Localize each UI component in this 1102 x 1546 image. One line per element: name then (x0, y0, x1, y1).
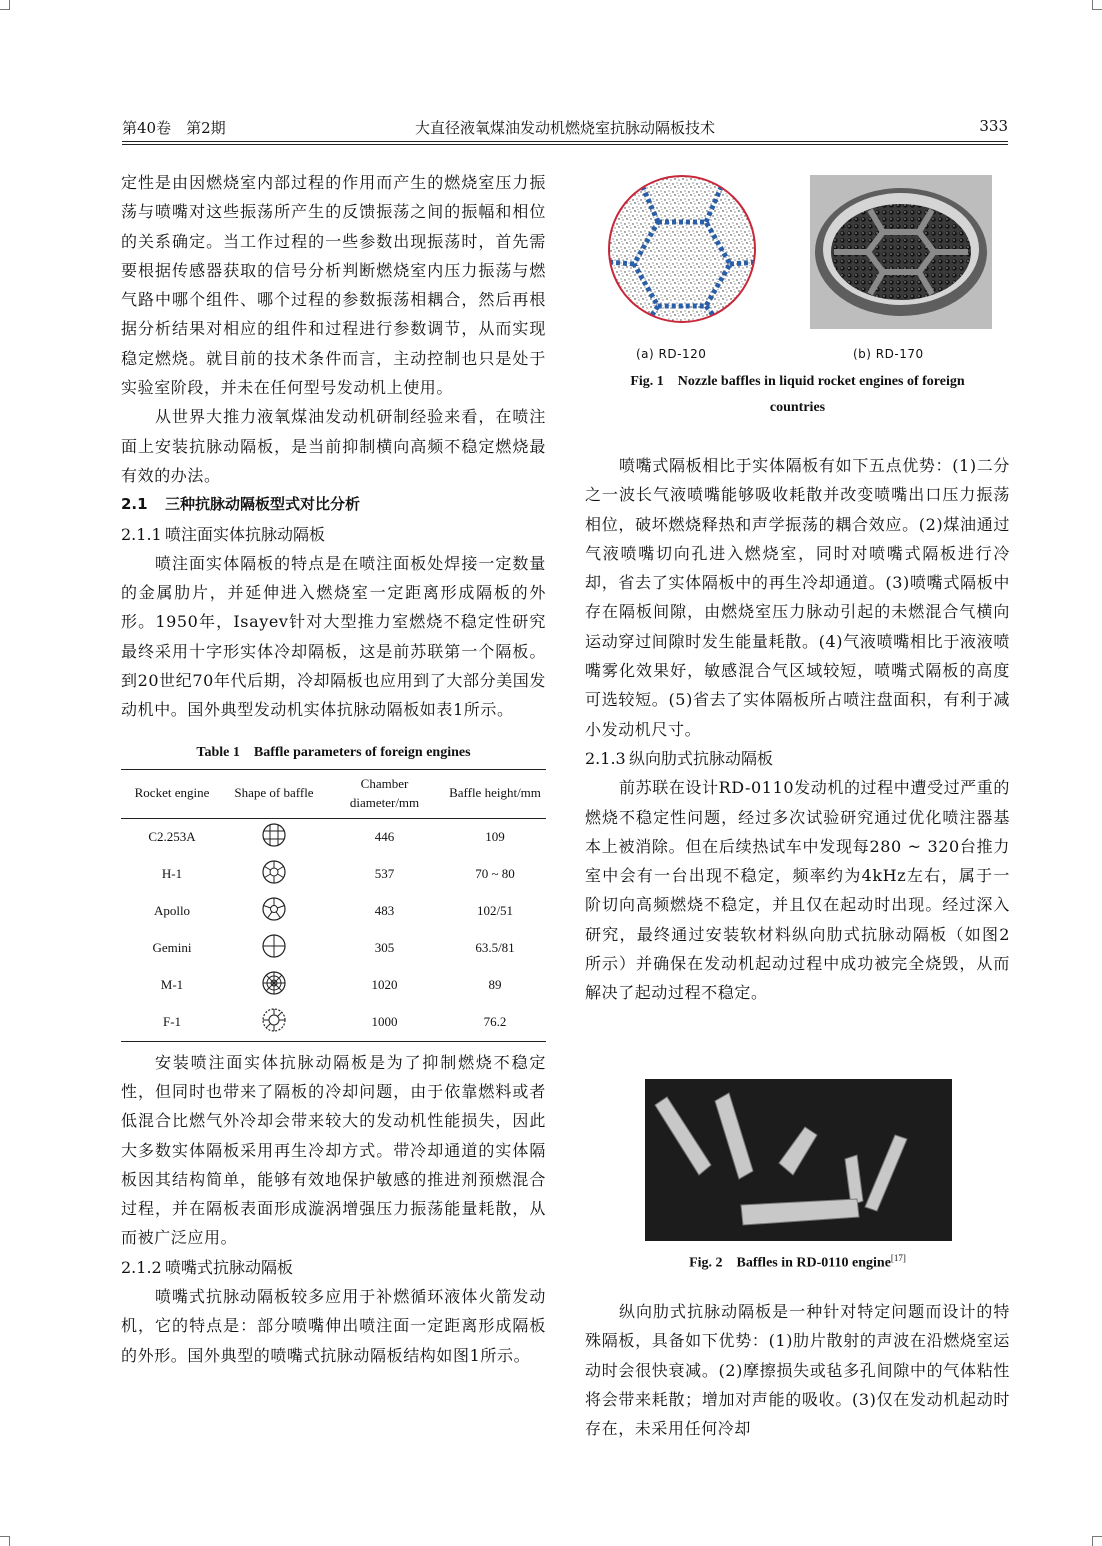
table-row (121, 856, 546, 893)
table-row (121, 818, 546, 856)
engine-cell: Apollo (153, 903, 191, 919)
paragraph: 定性是由因燃烧室内部过程的作用而产生的燃烧室压力振荡与喷嘴对这些振荡所产生的反馈振荡之间的振幅和相位的关系确定。当工作过程的一些参数出现振荡时，首先需要根据传感器获取的信号分析判断燃烧室内压力振荡与燃气路中哪个组件、哪个过程的参数振荡相耦合，然后再根据分析结果对相应的组件和过程进行参数调节，从而实现稳定燃烧。就目前的技术条件而言，主动控制也只是处于实验室阶段，并未在任何型号发动机上使用。 (121, 173, 546, 398)
header-rule (122, 141, 1008, 142)
table-row (121, 1004, 546, 1042)
diameter-cell: 446 (374, 829, 395, 845)
figure-1-nozzle-baffles (608, 174, 992, 370)
paragraph: 从世界大推力液氧煤油发动机研制经验来看，在喷注面上安装抗脉动隔板，是当前抑制横向高频不稳定燃烧最有效的办法。 (121, 407, 546, 485)
section-number: 2.1.3 (585, 748, 626, 768)
radial-hub-baffle-icon (261, 859, 287, 885)
engine-cell: Gemini (152, 940, 192, 956)
diameter-cell: 537 (374, 866, 395, 882)
height-cell: 109 (485, 829, 505, 845)
figure-2-rd0110-baffles (645, 1079, 952, 1241)
running-header (122, 117, 1008, 139)
paragraph: 前苏联在设计RD-0110发动机的过程中遭受过严重的燃烧不稳定性问题，经过多次试验研究通过优化喷注器基本上被消除。但在后续热试车中发现每280 ~ 320台推力室中会有一台出现不稳定，频率约为4kHz左右，属于一阶切向高频燃烧不稳定，并且仅在起动时出现。经过深入研究，最终通过安装软材料纵向肋式抗脉动隔板（如图2所示）并确保在发动机起动过程中成功被完全烧毁，从而解决了起动过程不稳定。 (585, 778, 1010, 1003)
cross-baffle-icon (261, 933, 287, 959)
column-header: Chamber diameter/mm (325, 769, 444, 818)
engine-cell: C2.253A (148, 829, 196, 845)
section-title: 喷注面实体抗脉动隔板 (165, 524, 326, 544)
section-number: 2.1 (121, 495, 148, 514)
table-row (121, 967, 546, 1004)
crop-mark (0, 0, 10, 10)
caption-line: countries (769, 400, 826, 415)
running-title: 大直径液氧煤油发动机燃烧室抗脉动隔板技术 (414, 119, 715, 137)
table-row (121, 930, 546, 967)
caption-line: Fig. 1 Nozzle baffles in liquid rocket engines of foreign (630, 374, 965, 389)
subfigure-label-b: (b) RD-170 (853, 347, 924, 361)
header-rule (122, 144, 1008, 145)
section-title: 纵向肋式抗脉动隔板 (629, 748, 774, 768)
diameter-cell: 305 (374, 940, 395, 956)
table-row (121, 893, 546, 930)
citation: [17] (890, 1253, 906, 1263)
left-column (121, 168, 546, 1370)
right-column-upper (585, 451, 1010, 1008)
paragraph: 喷嘴式隔板相比于实体隔板有如下五点优势：(1)二分之一波长气液喷嘴能够吸收耗散并改变喷嘴出口压力振荡相位，破坏燃烧释热和声学振荡的耦合效应。(2)煤油通过气液喷嘴切向孔进入燃烧室，同时对喷嘴式隔板进行冷却，省去了实体隔板中的再生冷却通道。(3)喷嘴式隔板中存在隔板间隙，由燃烧室压力脉动引起的未燃混合气横向运动穿过间隙时发生能量耗散。(4)气液喷嘴相比于液液喷嘴雾化效果好，敏感混合气区域较短，喷嘴式隔板的高度可选较短。(5)省去了实体隔板所占喷注盘面积，有利于减小发动机尺寸。 (585, 456, 1010, 739)
subsection-heading (585, 744, 1010, 773)
column-header: Rocket engine (121, 769, 223, 818)
page-number: 333 (979, 117, 1008, 135)
volume-issue: 第40卷 第2期 (122, 119, 226, 137)
crop-mark (1092, 1536, 1102, 1546)
height-cell: 89 (488, 977, 502, 993)
height-cell: 102/51 (476, 903, 514, 919)
crop-mark (1092, 0, 1102, 10)
section-title: 三种抗脉动隔板型式对比分析 (165, 495, 361, 514)
paragraph: 喷注面实体隔板的特点是在喷注面板处焊接一定数量的金属肋片，并延伸进入燃烧室一定距离形成隔板的外形。1950年，Isayev针对大型推力室燃烧不稳定性研究最终采用十字形实体冷却隔板，这是前苏联第一个隔板。到20世纪70年代后期，冷却隔板也应用到了大部分美国发动机中。国外典型发动机实体抗脉动隔板如表1所示。 (121, 553, 546, 720)
section-number: 2.1.1 (121, 524, 162, 544)
baffle-parameters-table (121, 769, 546, 1042)
multi-ring-baffle-icon (261, 970, 287, 996)
table-header-row (121, 769, 546, 818)
diameter-cell: 483 (374, 903, 395, 919)
engine-cell: H-1 (161, 866, 183, 882)
diameter-cell: 1000 (325, 1004, 444, 1042)
crop-mark (0, 1536, 10, 1546)
section-title: 喷嘴式抗脉动隔板 (165, 1257, 294, 1277)
engine-cell: M-1 (160, 977, 184, 993)
engine-cell: F-1 (121, 1004, 223, 1042)
section-number: 2.1.2 (121, 1257, 162, 1277)
subsection-heading (121, 520, 546, 549)
table-caption: Table 1 Baffle parameters of foreign engines (196, 744, 471, 760)
subsection-heading (121, 1253, 546, 1282)
height-cell: 63.5/81 (475, 940, 515, 956)
subfigure-label-a: (a) RD-120 (636, 347, 707, 361)
radial-hub-baffle-icon (261, 896, 287, 922)
paragraph: 喷嘴式抗脉动隔板较多应用于补燃循环液体火箭发动机，它的特点是：部分喷嘴伸出喷注面一定距离形成隔板的外形。国外典型的喷嘴式抗脉动隔板结构如图1所示。 (121, 1287, 546, 1365)
caption-text: Fig. 2 Baffles in RD-0110 engine (689, 1255, 891, 1271)
paragraph: 安装喷注面实体抗脉动隔板是为了抑制燃烧不稳定性，但同时也带来了隔板的冷却问题，由于依靠燃料或者低混合比燃气外冷却会带来较大的发动机性能损失，因此大多数实体隔板采用再生冷却方式。带冷却通道的实体隔板因其结构简单，能够有效地保护敏感的推进剂预燃混合过程，并在隔板表面形成漩涡增强压力振荡能量耗散，从而被广泛应用。 (121, 1052, 546, 1248)
figure-2-caption (585, 1245, 1010, 1277)
grid-baffle-icon (261, 822, 287, 848)
hub-spoke-baffle-icon (261, 1007, 287, 1033)
paragraph: 纵向肋式抗脉动隔板是一种针对特定问题而设计的特殊隔板，具备如下优势：(1)肋片散射的声波在沿燃烧室运动时会很快衰减。(2)摩擦损失或毡多孔间隙中的气体粘性将会带来耗散；增加对声能的吸收。(3)仅在发动机起动时存在，未采用任何冷却 (585, 1302, 1010, 1439)
diameter-cell: 1020 (371, 977, 398, 993)
right-column-lower (585, 1297, 1010, 1443)
column-header: Baffle height/mm (444, 769, 546, 818)
height-cell: 70 ~ 80 (475, 866, 515, 882)
height-cell: 76.2 (444, 1004, 546, 1042)
column-header: Shape of baffle (223, 769, 325, 818)
figure-1-caption (585, 369, 1010, 421)
section-heading (121, 490, 546, 519)
